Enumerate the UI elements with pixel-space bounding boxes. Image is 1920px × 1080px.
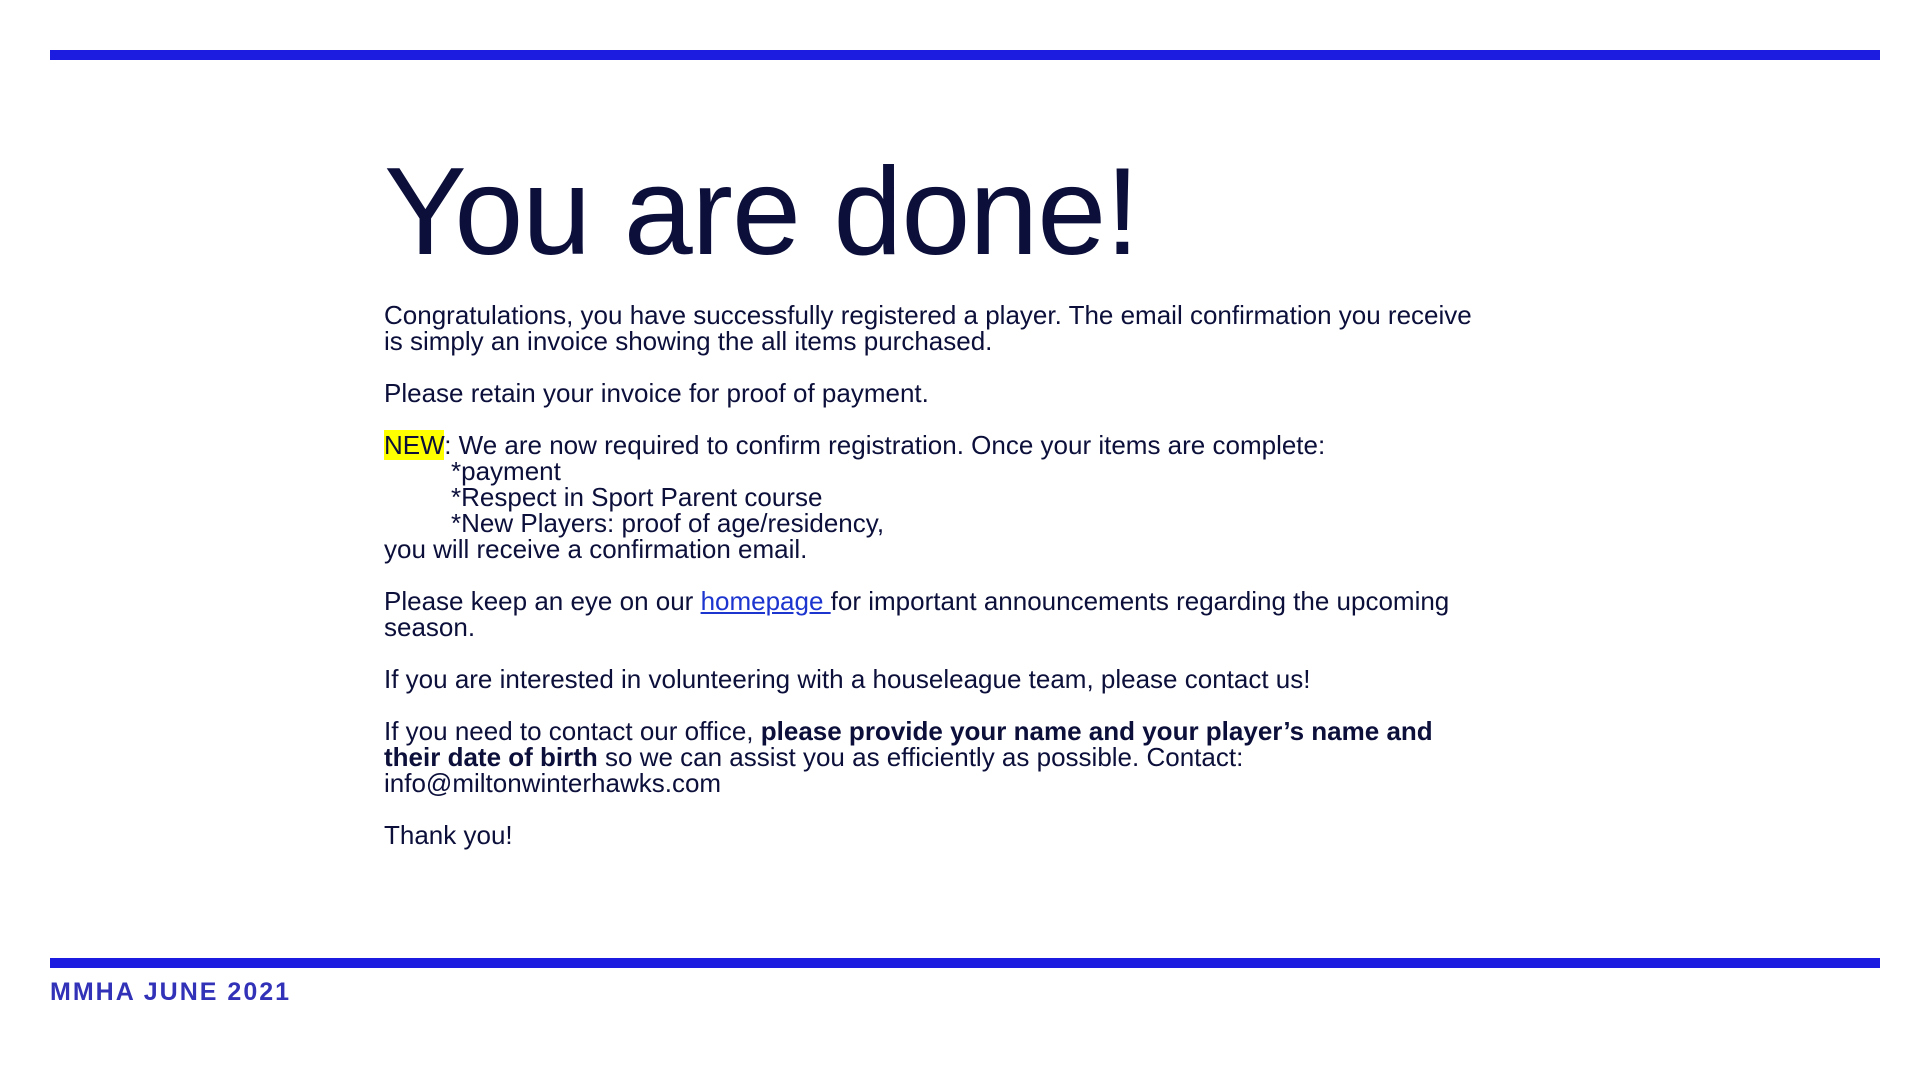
new-lead-text: : We are now required to confirm registration. Once your items are complete:	[444, 430, 1326, 460]
homepage-paragraph	[384, 588, 1494, 640]
top-divider	[50, 50, 1880, 60]
retain-paragraph: Please retain your invoice for proof of payment.	[384, 378, 929, 408]
main-content	[384, 143, 1494, 874]
homepage-link[interactable]: homepage	[700, 586, 831, 616]
new-closing-line: you will receive a confirmation email.	[384, 534, 808, 564]
contact-before-text: If you need to contact our office,	[384, 716, 761, 746]
contact-paragraph	[384, 718, 1494, 796]
page-title: You are done!	[384, 143, 1139, 281]
contact-bold-text: please provide your name and your player’s name and their date of birth	[384, 716, 1433, 772]
homepage-before-text: Please keep an eye on our	[384, 586, 701, 616]
new-tag: NEW	[384, 430, 445, 460]
new-lead-line	[384, 432, 1494, 458]
homepage-after-text: for important announcements regarding the upcoming season.	[384, 586, 1450, 642]
volunteer-paragraph: If you are interested in volunteering with a houseleague team, please contact us!	[384, 664, 1311, 694]
requirement-item: *Respect in Sport Parent course	[451, 482, 823, 512]
thanks-paragraph: Thank you!	[384, 820, 513, 850]
intro-paragraph: Congratulations, you have successfully registered a player. The email confirmation you receive is simply an invoice showing the all items purchased.	[384, 300, 1472, 356]
bottom-divider	[50, 958, 1880, 968]
requirement-item: *New Players: proof of age/residency,	[451, 508, 885, 538]
requirement-item: *payment	[451, 456, 561, 486]
new-requirements-paragraph	[384, 432, 1494, 562]
footer-label: MMHA JUNE 2021	[50, 978, 292, 1006]
contact-after-text: so we can assist you as efficiently as possible. Contact: info@miltonwinterhawks.com	[384, 742, 1244, 798]
